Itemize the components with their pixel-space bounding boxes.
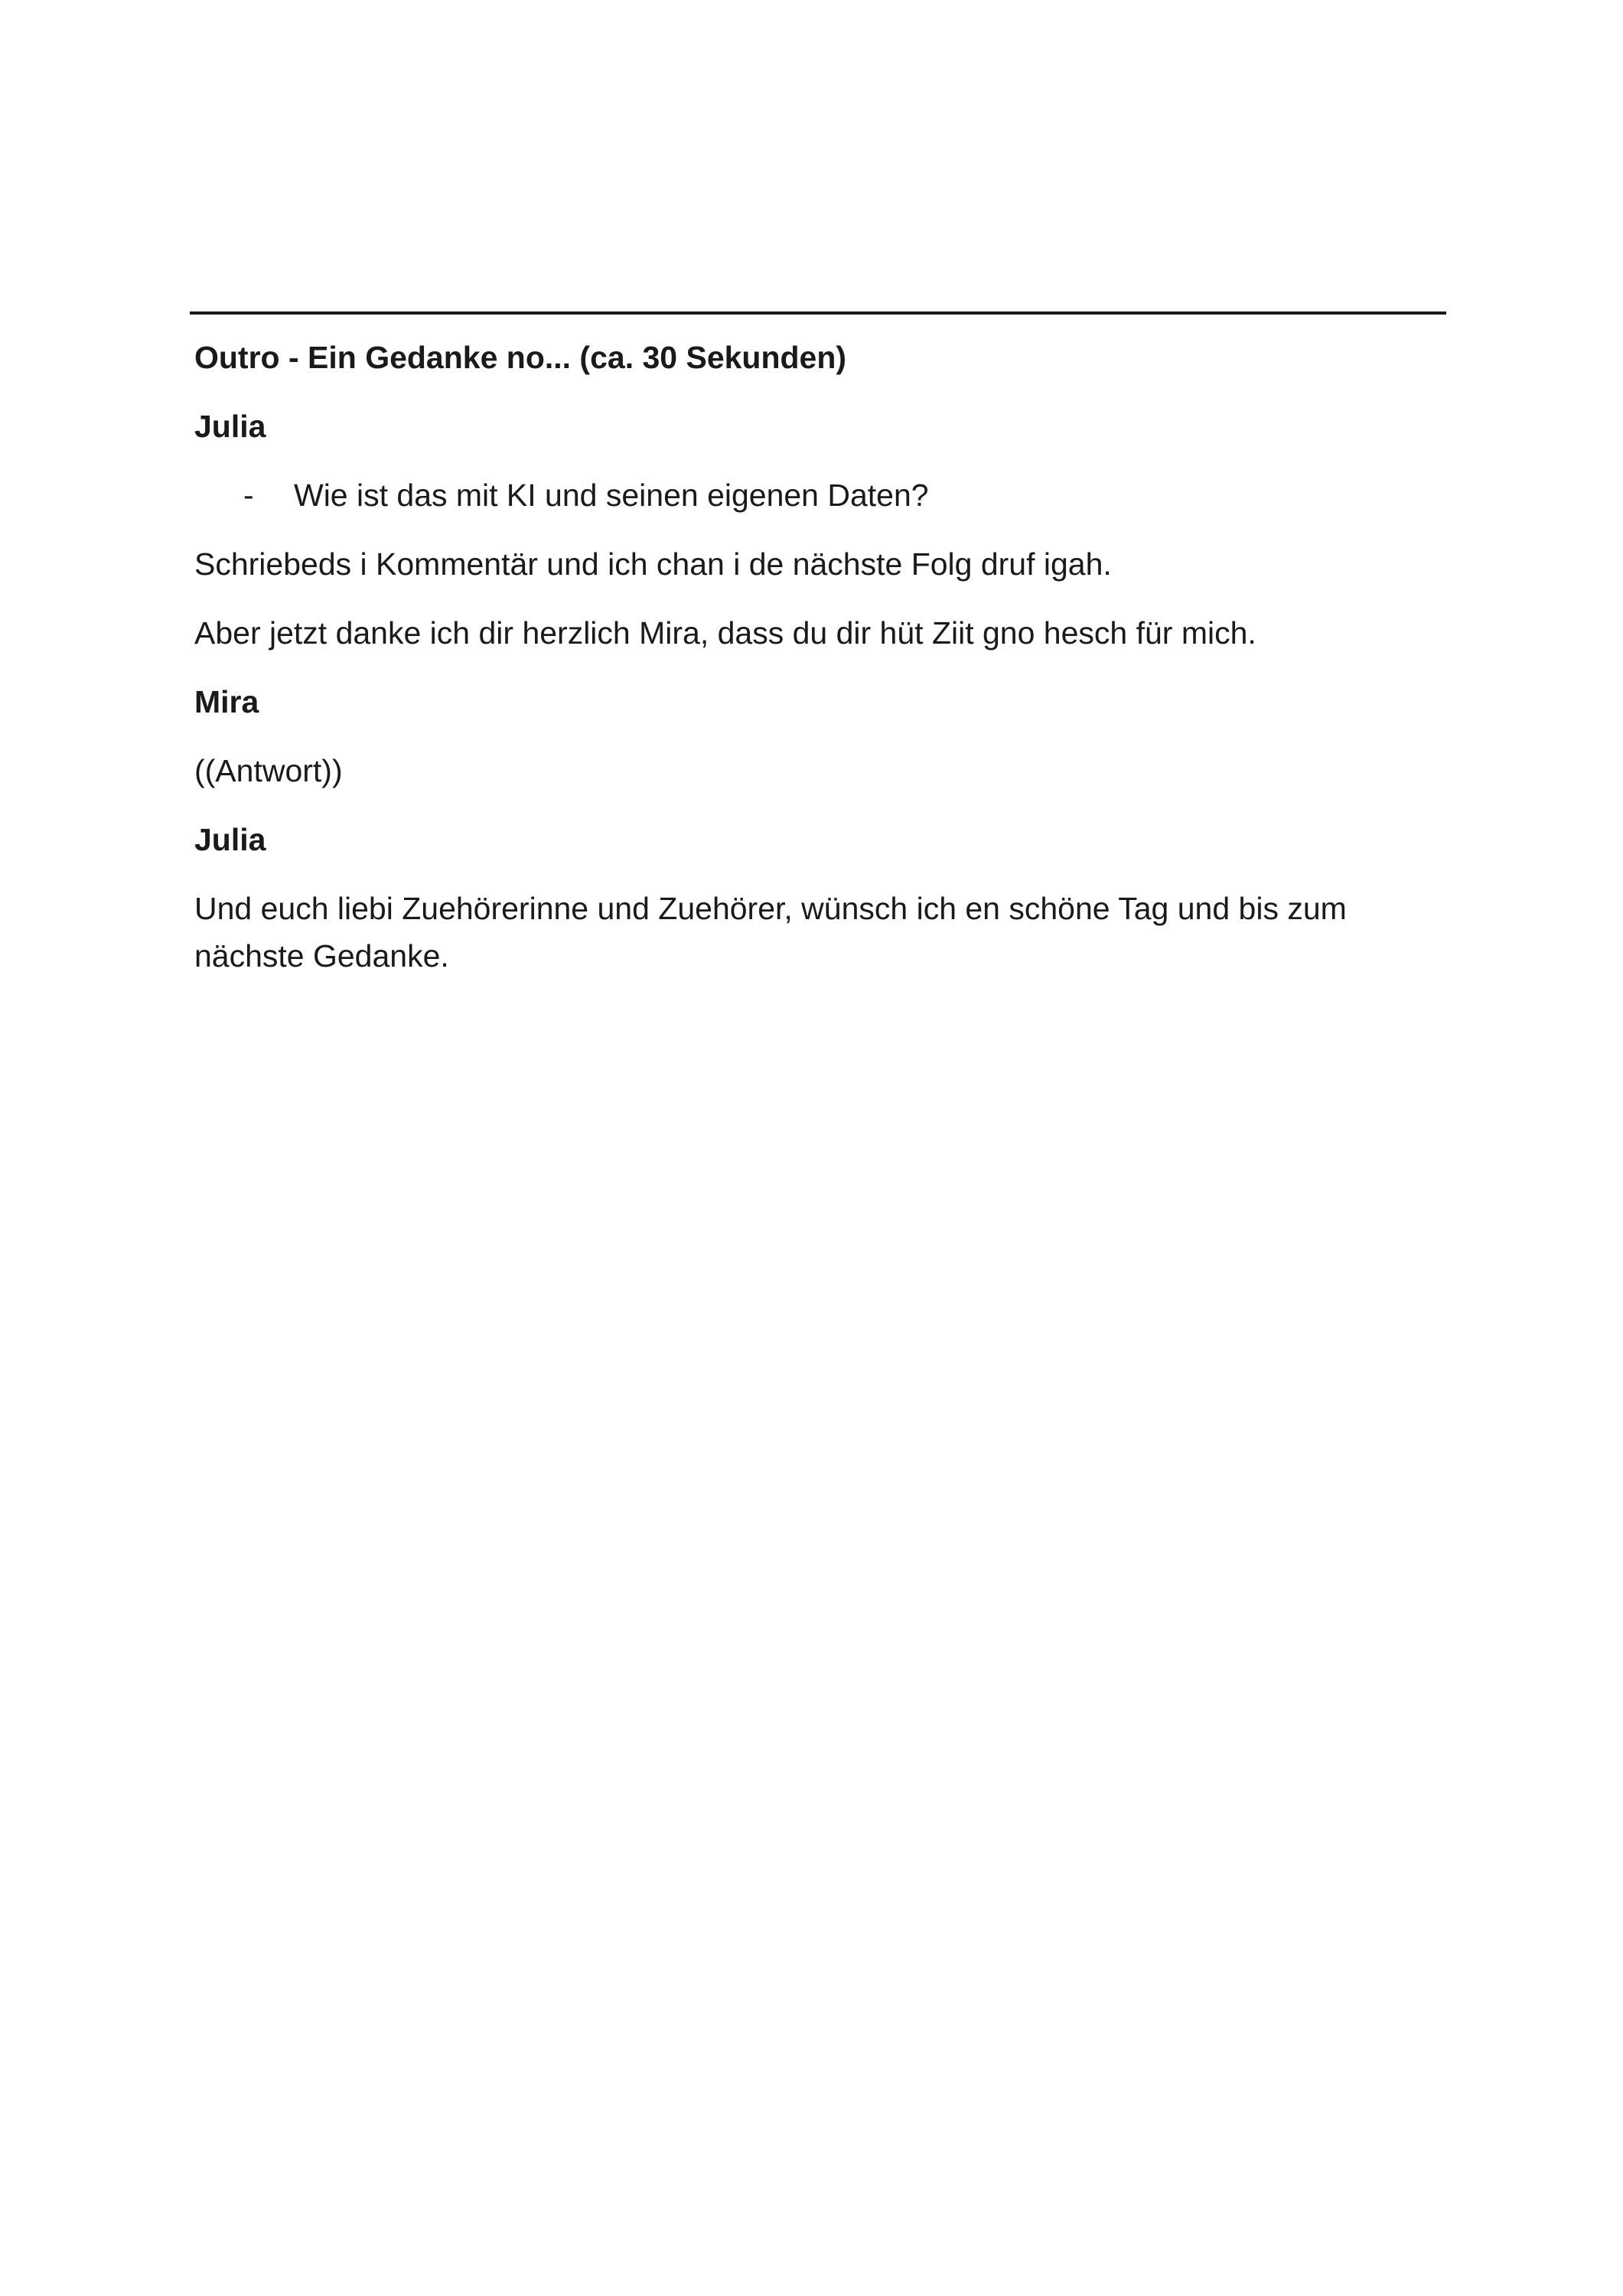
paragraph: Aber jetzt danke ich dir herzlich Mira, dass du dir hüt Ziit gno hesch für mich. (194, 615, 1256, 651)
bullet-text: Wie ist das mit KI und seinen eigenen Daten? (294, 478, 929, 513)
document-body (194, 334, 1446, 1001)
speaker-label: Mira (194, 684, 259, 719)
bullet-dash: - (243, 478, 254, 513)
horizontal-rule (190, 311, 1446, 315)
paragraph: Schriebeds i Kommentär und ich chan i de nächste Folg druf igah. (194, 546, 1112, 582)
speaker-label: Julia (194, 822, 266, 857)
speaker-label: Julia (194, 409, 266, 444)
section-heading: Outro - Ein Gedanke no... (ca. 30 Sekunden) (194, 340, 847, 375)
paragraph: Und euch liebi Zuehörerinne und Zuehörer, wünsch ich en schöne Tag und bis zum nächste Gedanke. (194, 891, 1347, 974)
bullet-item (194, 471, 1446, 519)
paragraph: ((Antwort)) (194, 753, 343, 788)
